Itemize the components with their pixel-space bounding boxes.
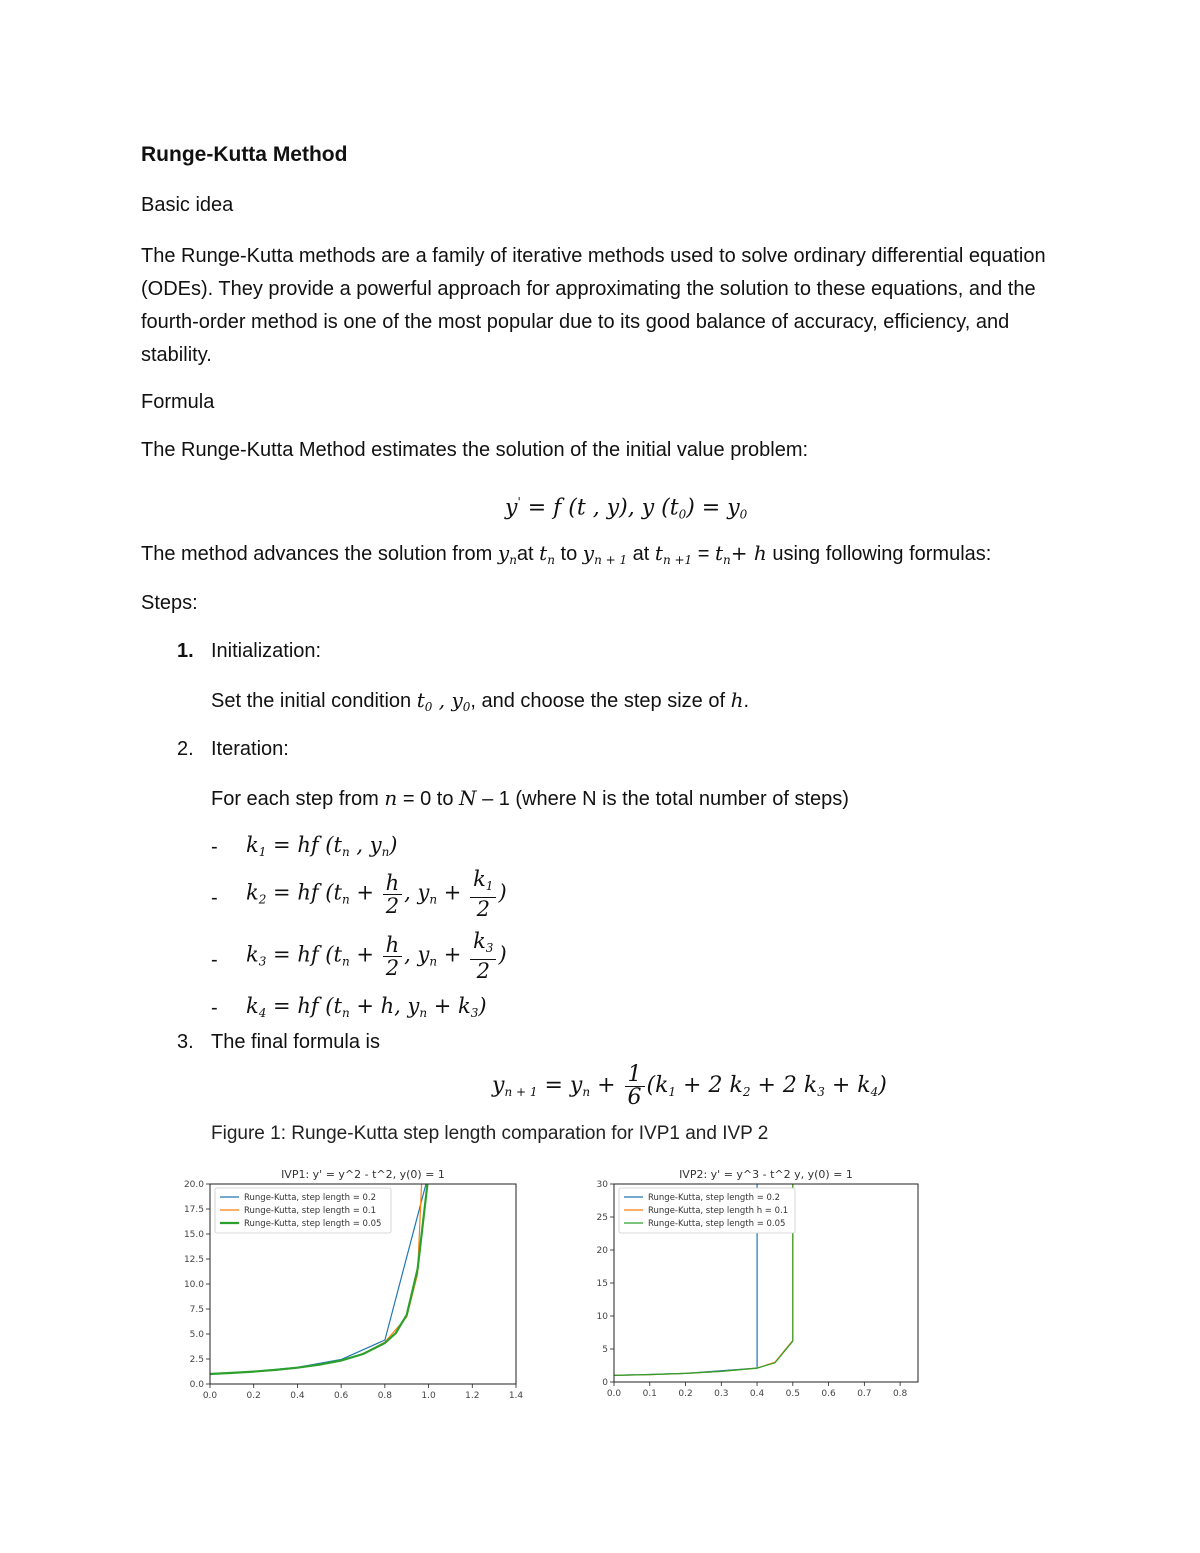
y-tick-label: 10.0 — [183, 1280, 204, 1290]
doc-title: Runge-Kutta Method — [141, 143, 348, 166]
k3-formula: $k_3$ = hf ($t_n$ + $\frac{h}{2}$ , $y_n$ + $\frac{k_3}{2}$ ) — [246, 929, 507, 983]
legend-label-1: Runge-Kutta, step length = 0.2 — [648, 1193, 781, 1203]
y-tick-label: 15.0 — [183, 1230, 204, 1240]
y-tick-label: 17.5 — [183, 1205, 204, 1215]
step1-text-c: . — [743, 690, 750, 712]
y-tick-label: 0.0 — [189, 1380, 204, 1390]
x-tick-label: 0.2 — [246, 1391, 261, 1401]
y-tick-label: 7.5 — [189, 1305, 204, 1315]
ivp-equation: y' = f (t , y), y $(t_0) = y_0$ — [505, 495, 748, 522]
advance-text-at2: at — [627, 543, 655, 565]
formula-intro: The Runge-Kutta Method estimates the solution of the initial value problem: — [141, 439, 809, 461]
basic-idea-heading: Basic idea — [141, 194, 234, 216]
x-tick-label: 0.6 — [333, 1391, 349, 1401]
x-tick-label: 0.1 — [642, 1389, 657, 1399]
x-tick-label: 0.0 — [606, 1389, 622, 1399]
step3-number: 3. — [177, 1031, 194, 1053]
basic-idea-paragraph: The Runge-Kutta methods are a family of iterative methods used to solve ordinary differential equation (ODEs). They provide a powerful approach for approximating the solution to these equations, and the fourth-order method is one of the most popular due to its good balance of accuracy, efficiency, and stability. — [141, 245, 1046, 366]
steps-heading: Steps: — [141, 592, 198, 614]
advance-text-to: to — [554, 543, 583, 565]
k4-formula: $k_4$ = hf ($t_n + h$, $y_n + k_3$) — [246, 994, 487, 1020]
advance-text-eq: = — [692, 543, 715, 565]
dash-k2: - — [211, 887, 218, 909]
x-tick-label: 0.2 — [678, 1389, 693, 1399]
step2-text-a: For each step from — [211, 788, 385, 810]
y-tick-label: 25 — [596, 1213, 608, 1223]
ivp1-chart — [180, 1160, 530, 1405]
advance-text-at: at — [516, 543, 540, 565]
y-tick-label: 20.0 — [183, 1180, 204, 1190]
x-tick-label: 0.8 — [892, 1389, 908, 1399]
chart-title: IVP1: y' = y^2 - t^2, y(0) = 1 — [281, 1168, 445, 1181]
k2-formula: $k_2$ = hf ($t_n$ + $\frac{h}{2}$ , $y_n$ + $\frac{k_1}{2}$ ) — [246, 867, 507, 921]
x-tick-label: 0.8 — [377, 1391, 393, 1401]
legend-label-3: Runge-Kutta, step length = 0.05 — [244, 1219, 382, 1229]
step1-text-a: Set the initial condition — [211, 690, 417, 712]
step2-text-c: – 1 (where N is the total number of steps) — [476, 788, 849, 810]
y-tick-label: 30 — [596, 1180, 608, 1190]
dash-k4: - — [211, 997, 218, 1019]
y-tick-label: 10 — [596, 1312, 608, 1322]
x-tick-label: 1.2 — [465, 1391, 480, 1401]
legend-label-2: Runge-Kutta, step length h = 0.1 — [648, 1206, 789, 1216]
step2-number: 2. — [177, 738, 194, 760]
y-tick-label: 12.5 — [183, 1255, 204, 1265]
y-tick-label: 20 — [596, 1246, 608, 1256]
formula-heading: Formula — [141, 391, 215, 413]
step1-label: Initialization: — [211, 640, 322, 662]
chart-title: IVP2: y' = y^3 - t^2 y, y(0) = 1 — [679, 1168, 853, 1181]
advance-text-end: using following formulas: — [766, 543, 992, 565]
x-tick-label: 0.5 — [785, 1389, 800, 1399]
x-tick-label: 0.6 — [821, 1389, 836, 1399]
y-tick-label: 5.0 — [189, 1330, 204, 1340]
k1-formula: $k_1$ = hf ($t_n$ , $y_n$) — [246, 833, 398, 859]
step1-text: Set the initial condition $t_0$ , $y_0$, and choose the step size of h. — [211, 688, 750, 714]
legend-label-1: Runge-Kutta, step length = 0.2 — [244, 1193, 377, 1203]
dash-k3: - — [211, 949, 218, 971]
legend-label-2: Runge-Kutta, step length = 0.1 — [244, 1206, 377, 1216]
x-tick-label: 1.0 — [421, 1391, 436, 1401]
x-tick-label: 0.3 — [714, 1389, 729, 1399]
y-tick-label: 15 — [596, 1279, 608, 1289]
step3-label: The final formula is — [211, 1031, 380, 1053]
advance-text-1: The method advances the solution from — [141, 543, 498, 565]
legend-label-3: Runge-Kutta, step length = 0.05 — [648, 1219, 786, 1229]
x-tick-label: 0.7 — [857, 1389, 872, 1399]
figure-caption: Figure 1: Runge-Kutta step length comparation for IVP1 and IVP 2 — [211, 1123, 769, 1144]
x-tick-label: 0.4 — [290, 1391, 305, 1401]
x-tick-label: 0.0 — [202, 1391, 218, 1401]
step2-label: Iteration: — [211, 738, 289, 760]
advance-sentence: The method advances the solution from $y_nat$ $t_n$ to $y_{n + 1}$ at $t_{n +1} = t_n+ h$ using following formulas: — [141, 541, 992, 567]
step1-text-b: , and choose the step size of — [470, 690, 731, 712]
ivp2-chart — [590, 1160, 930, 1405]
dash-k1: - — [211, 836, 218, 858]
step1-number: 1. — [177, 640, 194, 662]
y-tick-label: 2.5 — [189, 1355, 204, 1365]
y-tick-label: 5 — [602, 1345, 608, 1355]
final-formula: $y_{n + 1} = y_n$ + $\frac{1}{6}$ ($k_1 + 2$ $k_2 + 2$ $k_3 + k_4$) — [492, 1061, 887, 1110]
y-tick-label: 0 — [602, 1378, 608, 1388]
step2-text: For each step from n = 0 to N – 1 (where N is the total number of steps) — [211, 786, 849, 810]
x-tick-label: 0.4 — [749, 1389, 765, 1399]
x-tick-label: 1.4 — [508, 1391, 524, 1401]
step2-text-b: = 0 to — [397, 788, 460, 810]
